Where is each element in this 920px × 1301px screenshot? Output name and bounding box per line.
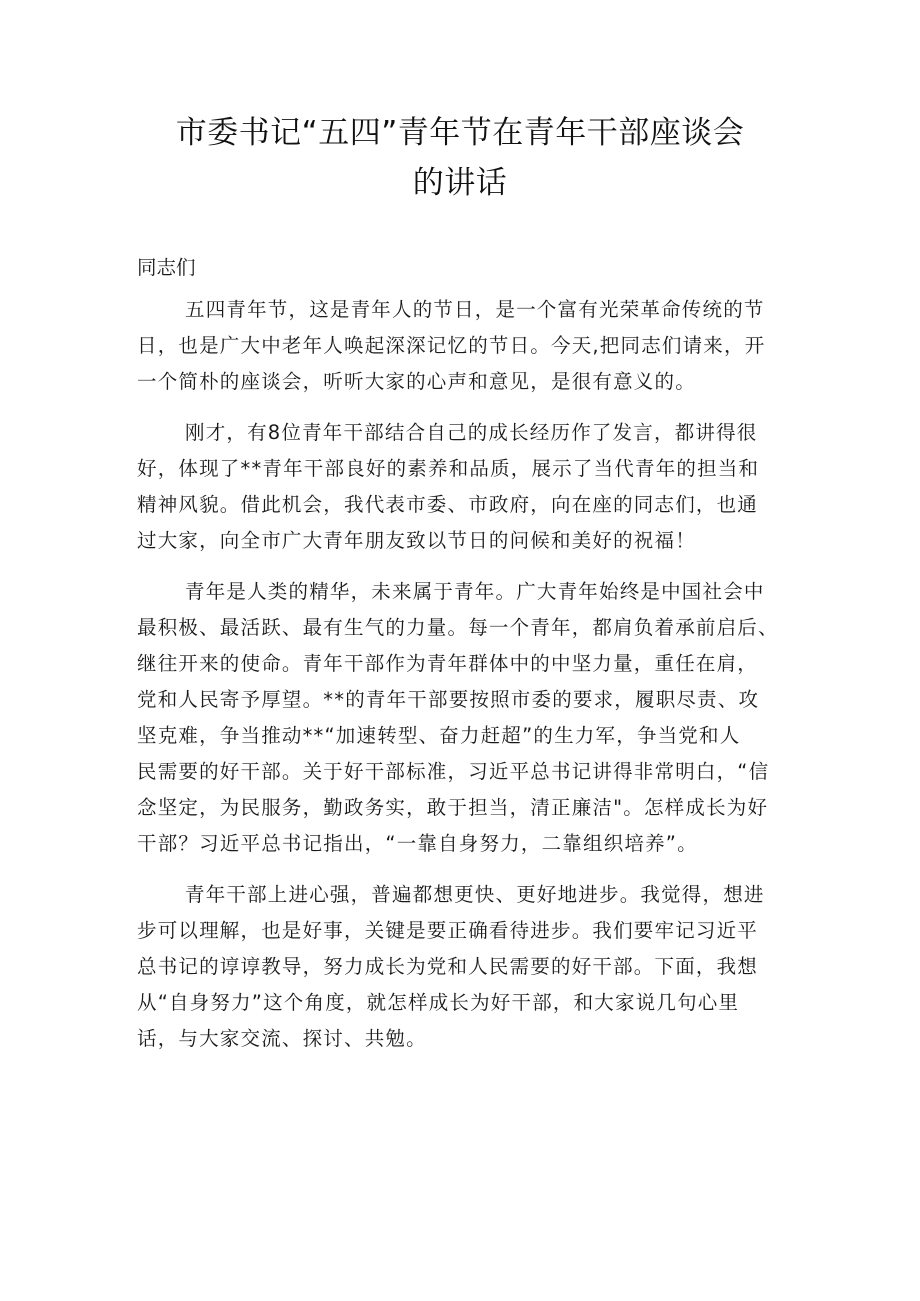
document-title (120, 108, 800, 208)
salutation: 同志们 (137, 256, 196, 279)
text-line: 五四青年节，这是青年人的节日，是一个富有光荣革命传统的节 (185, 298, 765, 321)
paragraph-1 (137, 292, 799, 400)
text-line: 好，体现了**青年干部良好的素养和品质，展示了当代青年的担当和 (137, 457, 760, 480)
text-line: 话，与大家交流、探讨、共勉。 (137, 1027, 427, 1050)
text-line: 日，也是广大中老年人唤起深深记忆的节日。今天,把同志们请来，开 (137, 334, 766, 357)
document-body (137, 292, 799, 1072)
text-line: 念坚定，为民服务，勤政务实，敢于担当，清正廉洁"。怎样成长为好 (137, 796, 769, 819)
title-line: 市委书记“五四”青年节在青年干部座谈会 (175, 115, 745, 151)
text-line: 刚才，有8位青年干部结合自己的成长经历作了发言，都讲得很 (185, 421, 758, 444)
text-line: 过大家，向全市广大青年朋友致以节日的问候和美好的祝福！ (137, 529, 696, 552)
paragraph-2 (137, 415, 799, 559)
text-line: 总书记的谆谆教导，努力成长为党和人民需要的好干部。下面，我想 (137, 955, 759, 978)
title-line: 的讲话 (412, 165, 508, 201)
paragraph-4 (137, 877, 799, 1057)
text-line: 青年是人类的精华，未来属于青年。广大青年始终是中国社会中 (185, 580, 765, 603)
text-line: 坚克难，争当推动**“加速转型、奋力赶超”的生力军，争当党和人 (137, 724, 741, 747)
text-line: 青年干部上进心强，普遍都想更快、更好地进步。我觉得，想进 (185, 883, 765, 906)
text-line: 精神风貌。借此机会，我代表市委、市政府，向在座的同志们，也通 (137, 493, 759, 516)
text-line: 民需要的好干部。关于好干部标准，习近平总书记讲得非常明白，“信 (137, 760, 770, 783)
paragraph-3 (137, 574, 799, 862)
text-line: 最积极、最活跃、最有生气的力量。每一个青年，都肩负着承前启后、 (137, 616, 779, 639)
text-line: 一个简朴的座谈会，听听大家的心声和意见，是很有意义的。 (137, 370, 696, 393)
text-line: 从“自身努力”这个角度，就怎样成长为好干部，和大家说几句心里 (137, 991, 740, 1014)
text-line: 党和人民寄予厚望。**的青年干部要按照市委的要求，履职尽责、攻 (137, 688, 760, 711)
text-line: 步可以理解，也是好事，关键是要正确看待进步。我们要牢记习近平 (137, 919, 759, 942)
text-line: 继往开来的使命。青年干部作为青年群体中的中坚力量，重任在肩， (137, 652, 759, 675)
text-line: 干部？习近平总书记指出，“一靠自身努力，二靠组织培养”。 (137, 832, 698, 855)
